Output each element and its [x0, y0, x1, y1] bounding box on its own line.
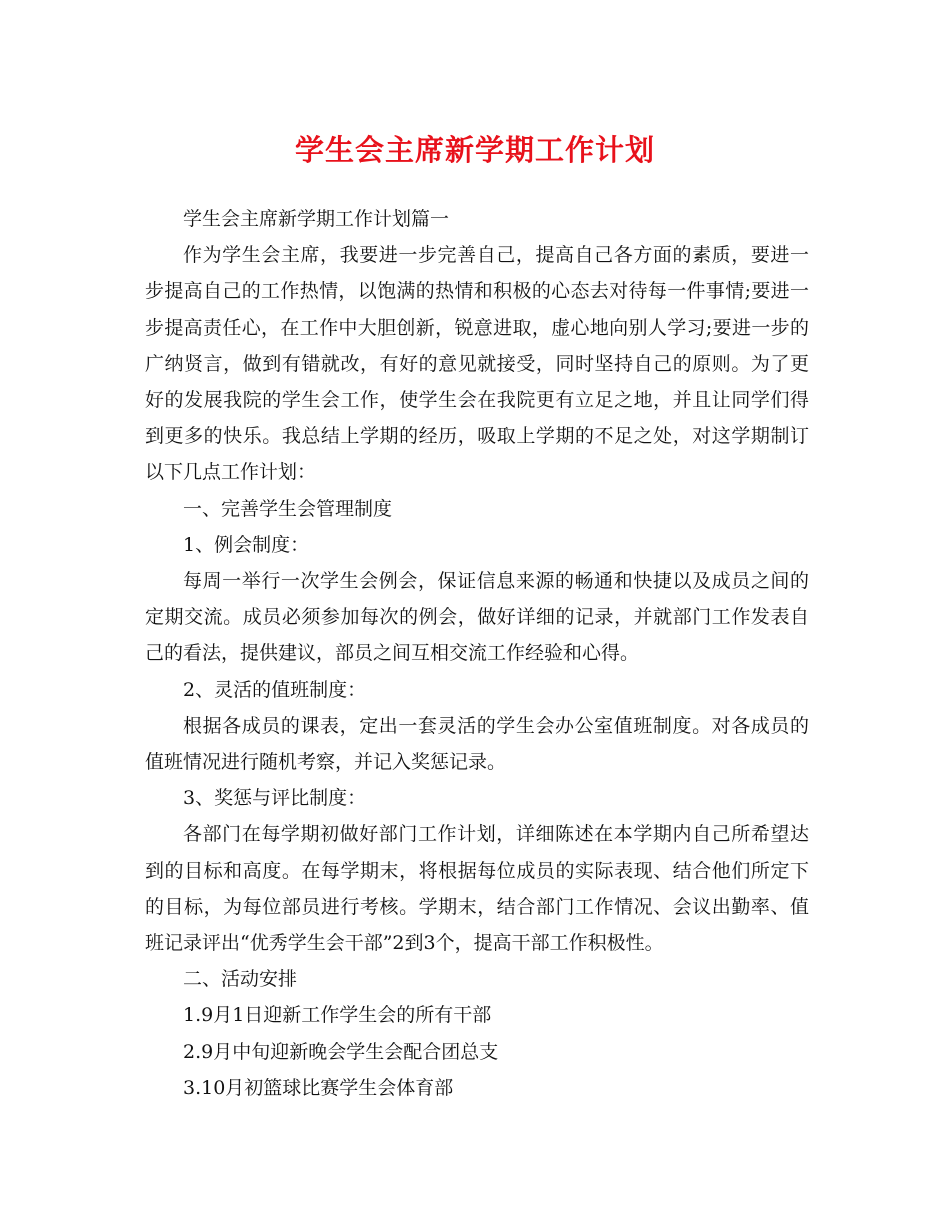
document-body [145, 201, 809, 1106]
document-title: 学生会主席新学期工作计划 [294, 133, 655, 167]
section-subtitle: 学生会主席新学期工作计划篇一 [183, 208, 450, 230]
activity-item: 2.9月中旬迎新晚会学生会配合团总支 [183, 1040, 499, 1063]
activity-item: 3.10月初篮球比赛学生会体育部 [183, 1076, 454, 1099]
section-heading-management: 一、完善学生会管理制度 [183, 497, 393, 520]
section-heading-activities: 二、活动安排 [183, 968, 298, 991]
subheading-reward-system: 3、奖惩与评比制度： [183, 787, 367, 810]
paragraph-duty-system: 根据各成员的课表，定出一套灵活的学生会办公室值班制度。对各成员的值班情况进行随机考察，并记入奖惩记录。 [145, 714, 809, 774]
paragraph-reward-system: 各部门在每学期初做好部门工作计划，详细陈述在本学期内自己所希望达到的目标和高度。在每学期末，将根据每位成员的实际表现、结合他们所定下的目标，为每位部员进行考核。学期末，结合部门工作情况、会议出勤率、值班记录评出“优秀学生会干部”2到3个，提高干部工作积极性。 [145, 823, 809, 955]
paragraph-meeting-system: 每周一举行一次学生会例会，保证信息来源的畅通和快捷以及成员之间的定期交流。成员必须参加每次的例会，做好详细的记录，并就部门工作发表自己的看法，提供建议，部员之间互相交流工作经验和心得。 [145, 570, 809, 665]
intro-paragraph: 作为学生会主席，我要进一步完善自己，提高自己各方面的素质，要进一步提高自己的工作热情，以饱满的热情和积极的心态去对待每一件事情;要进一步提高责任心，在工作中大胆创新，锐意进取，虚心地向别人学习;要进一步的广纳贤言，做到有错就改，有好的意见就接受，同时坚持自己的原则。为了更好的发展我院的学生会工作，使学生会在我院更有立足之地，并且让同学们得到更多的快乐。我总结上学期的经历，吸取上学期的不足之处，对这学期制订以下几点工作计划： [145, 244, 809, 484]
subheading-meeting-system: 1、例会制度： [183, 533, 310, 556]
activity-item: 1.9月1日迎新工作学生会的所有干部 [183, 1004, 492, 1027]
subheading-duty-system: 2、灵活的值班制度： [183, 678, 367, 701]
